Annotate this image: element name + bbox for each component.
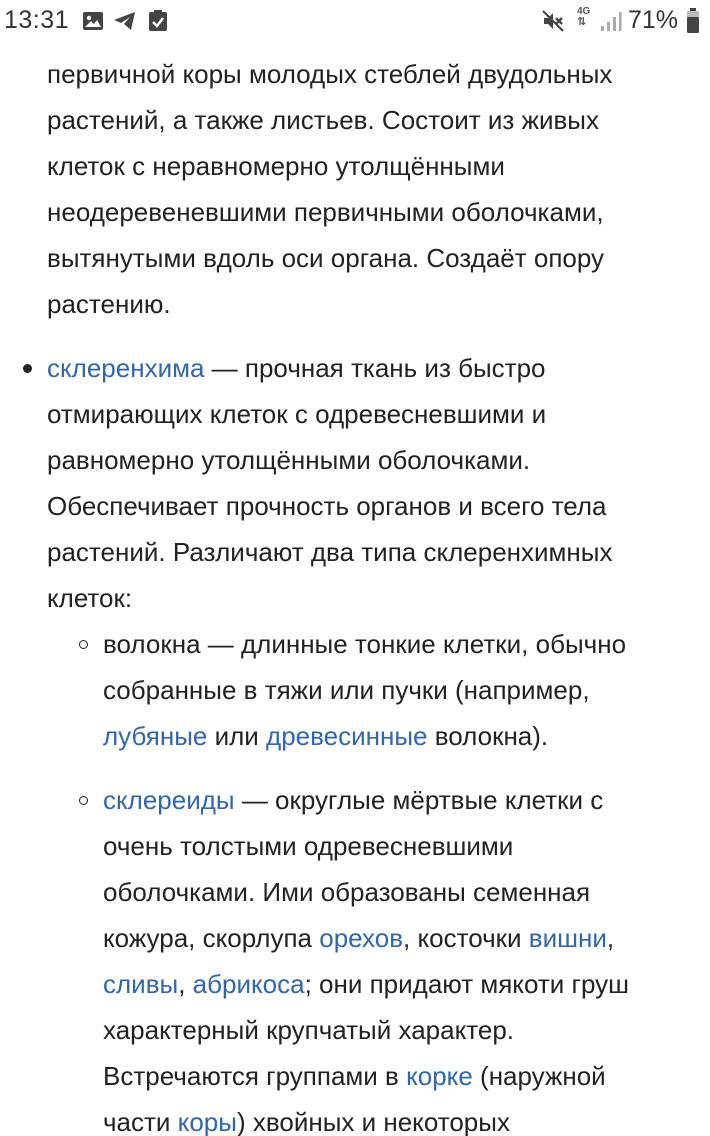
sclereids-line-7: Встречаются группами в корке (наружной xyxy=(103,1061,606,1091)
intro-line-6: растению. xyxy=(47,289,171,319)
sclereids-line-8: части коры) хвойных и некоторых xyxy=(103,1107,510,1136)
sub-bullet-circle xyxy=(79,640,88,649)
signal-icon xyxy=(600,10,622,37)
network-type: 4G ⇅ xyxy=(577,6,591,28)
intro-line-1: первичной коры молодых стеблей двудольных xyxy=(47,59,613,89)
sclerenchyma-line-4: Обеспечивает прочность органов и всего тела xyxy=(47,491,607,521)
link-wood[interactable]: древесинные xyxy=(266,721,428,751)
sclereids-line-4: кожура, скорлупа орехов, косточки вишни, xyxy=(103,923,615,953)
bullet-dot xyxy=(23,364,32,373)
intro-line-4: неодеревеневшими первичными оболочками, xyxy=(47,197,604,227)
intro-line-2: растений, а также листьев. Состоит из живых xyxy=(47,105,599,135)
battery-percent: 71% xyxy=(628,6,679,34)
telegram-icon xyxy=(113,11,137,36)
sclerenchyma-line-2: отмирающих клеток с одревесневшими и xyxy=(47,399,547,429)
link-sclereids[interactable]: склереиды xyxy=(103,785,235,815)
fibers-line-3: лубяные или древесинные волокна). xyxy=(103,721,549,751)
status-bar xyxy=(0,0,710,44)
sclereids-line-3: оболочками. Ими образованы семенная xyxy=(103,877,591,907)
mute-icon xyxy=(541,9,565,38)
status-time: 13:31 xyxy=(4,6,70,34)
sclereids-line-1: склереиды — округлые мёртвые клетки с xyxy=(103,785,604,815)
link-bast[interactable]: лубяные xyxy=(103,721,208,751)
intro-line-3: клеток с неравномерно утолщёнными xyxy=(47,151,505,181)
intro-line-5: вытянутыми вдоль оси органа. Создаёт опору xyxy=(47,243,605,273)
data-arrows-icon: ⇅ xyxy=(577,16,587,28)
sclerenchyma-line-5: растений. Различают два типа склеренхимных xyxy=(47,537,613,567)
sclerenchyma-line-3: равномерно утолщёнными оболочками. xyxy=(47,445,531,475)
fibers-line-1: волокна — длинные тонкие клетки, обычно xyxy=(103,629,627,659)
link-apricot[interactable]: абрикоса xyxy=(192,969,305,999)
sclereids-line-5: сливы, абрикоса; они придают мякоти груш xyxy=(103,969,630,999)
fibers-line-2: собранные в тяжи или пучки (например, xyxy=(103,675,590,705)
sclerenchyma-line-1: склеренхима — прочная ткань из быстро xyxy=(47,353,546,383)
link-sclerenchyma[interactable]: склеренхима xyxy=(47,353,205,383)
battery-icon xyxy=(686,8,700,39)
sub-bullet-circle xyxy=(79,796,88,805)
gallery-icon xyxy=(82,11,104,36)
link-cherry[interactable]: вишни xyxy=(528,923,607,953)
sclereids-line-6: характерный крупчатый характер. xyxy=(103,1015,514,1045)
link-cortex[interactable]: коры xyxy=(177,1107,237,1136)
sclerenchyma-line-6: клеток: xyxy=(47,583,133,613)
link-nuts[interactable]: орехов xyxy=(319,923,404,953)
sclereids-line-2: очень толстыми одревесневшими xyxy=(103,831,514,861)
task-check-icon xyxy=(148,10,168,37)
link-plum[interactable]: сливы xyxy=(103,969,179,999)
link-bark[interactable]: корке xyxy=(406,1061,473,1091)
